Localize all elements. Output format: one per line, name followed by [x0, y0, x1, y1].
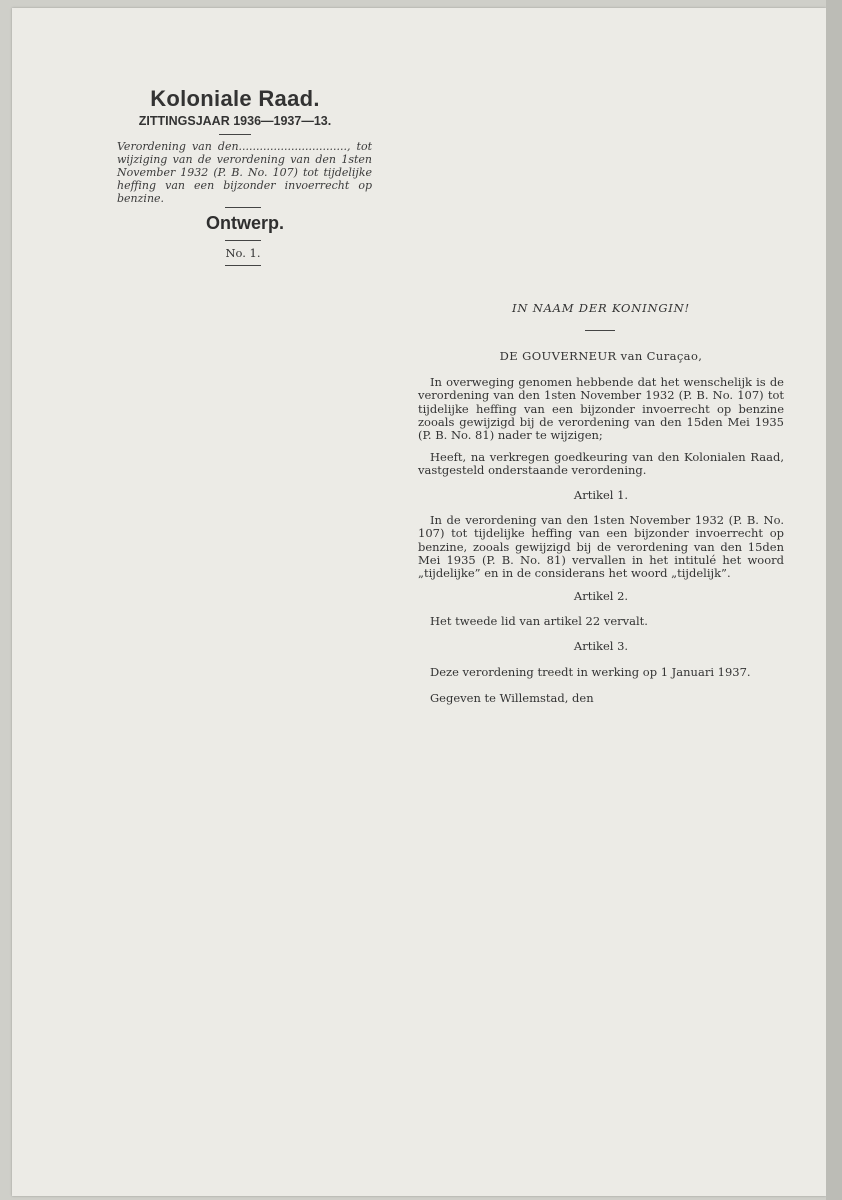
article-1-heading: Artikel 1. — [573, 488, 629, 502]
divider — [225, 207, 261, 208]
enactment-paragraph: Heeft, na verkregen goedkeuring van den Kolonialen Raad, vastgesteld onderstaande verordening. — [418, 450, 784, 478]
article-2-heading: Artikel 2. — [573, 589, 629, 603]
salutation-divider — [585, 330, 615, 331]
article-1-text: In de verordening van den 1sten November 1932 (P. B. No. 107) tot tijdelijke heffing van een bijzonder invoerrecht op benzine, zooals gewijzigd bij de verordening van den 15den Mei 1935 (P. B. No. 81) vervallen in het intitulé het woord „tijdelijke” en in de considerans het woord „tijdelijk”. — [418, 513, 784, 581]
given-at-line: Gegeven te Willemstad, den — [430, 691, 594, 705]
divider — [225, 265, 261, 266]
article-2-text: Het tweede lid van artikel 22 vervalt. — [430, 614, 648, 628]
header-divider — [219, 134, 251, 135]
document-number: No. 1. — [225, 246, 261, 260]
consideration-paragraph: In overweging genomen hebbende dat het wenschelijk is de verordening van den 1sten November 1932 (P. B. No. 107) tot tijdelijke heffing van een bijzonder invoerrecht op benzine zooals gewijzigd bij de verordening van den 15den Mei 1935 (P. B. No. 81) nader te wijzigen; — [418, 375, 784, 443]
document-header — [110, 86, 360, 135]
council-title: Koloniale Raad. — [150, 86, 320, 111]
draft-label: Ontwerp. — [205, 213, 284, 233]
governor-line: DE GOUVERNEUR van Curaçao, — [499, 349, 703, 363]
article-3-heading: Artikel 3. — [573, 639, 629, 653]
article-3-text: Deze verordening treedt in werking op 1 Januari 1937. — [430, 665, 751, 679]
salutation: IN NAAM DER KONINGIN! — [512, 301, 690, 315]
ordinance-subject: Verordening van den..............................., tot wijziging van de verordening van den 1sten November 1932 (P. B. No. 107) tot tijdelijke heffing van een bijzonder invoerrecht op benzine. — [117, 140, 372, 205]
scan-edge — [826, 0, 842, 1200]
divider — [225, 240, 261, 241]
session-line: ZITTINGSJAAR 1936—1937—13. — [138, 114, 332, 128]
